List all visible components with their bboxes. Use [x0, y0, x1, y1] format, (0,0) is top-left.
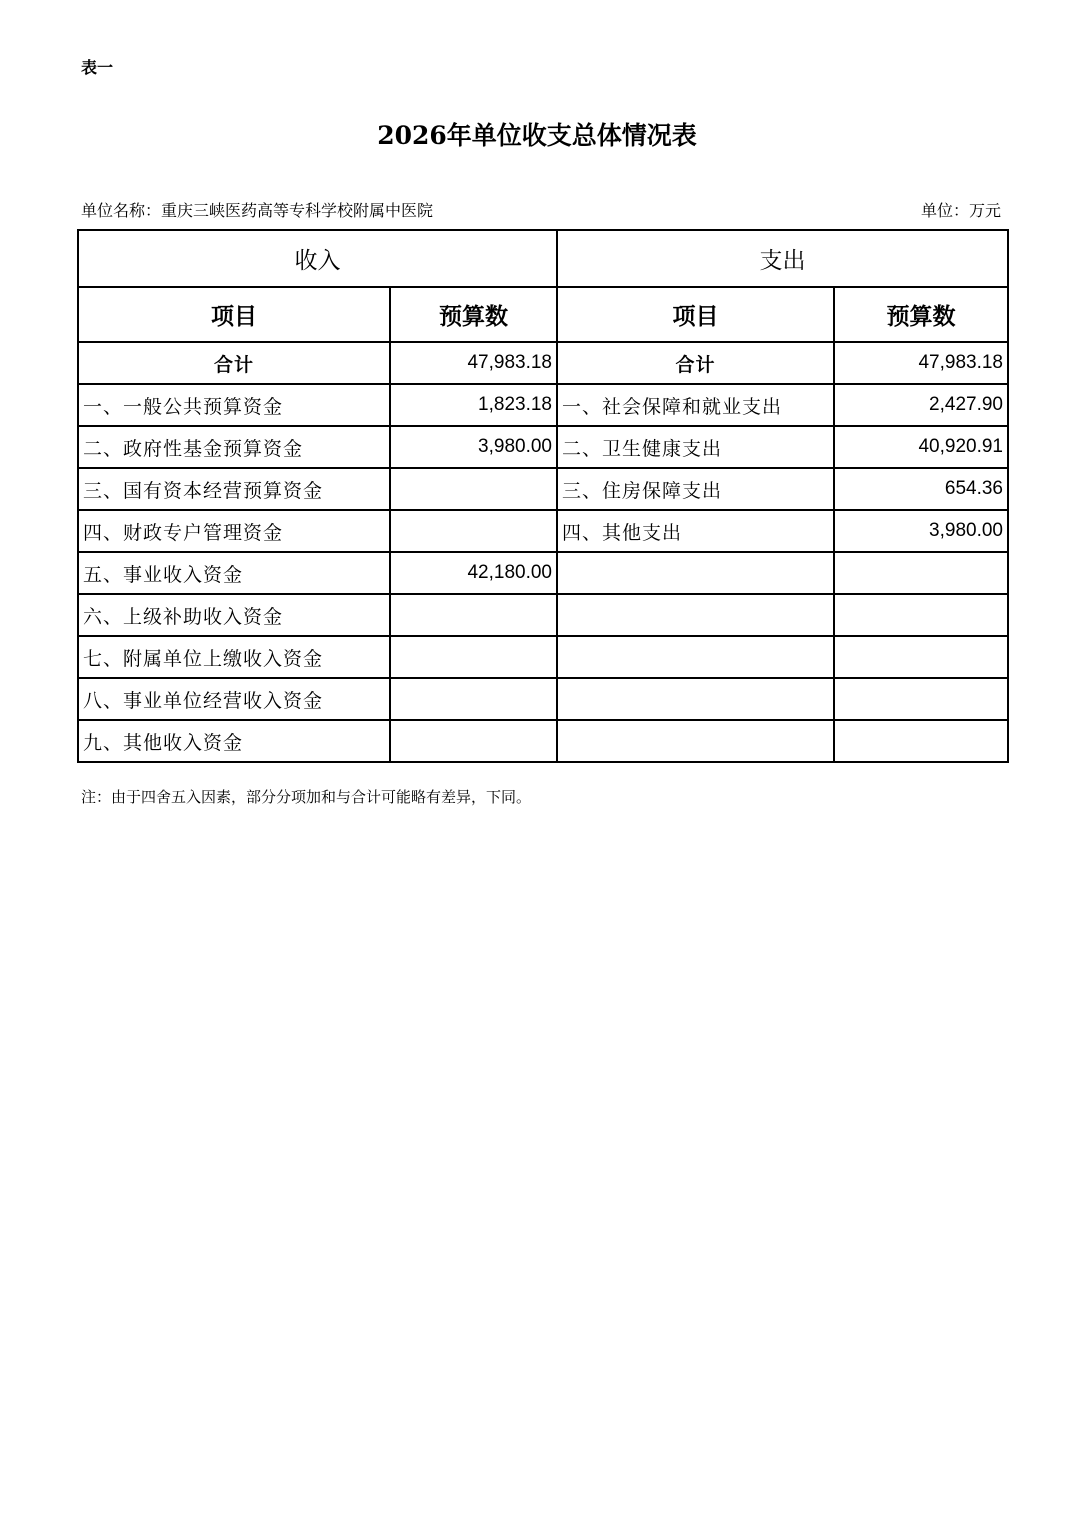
table-row — [78, 594, 1008, 636]
income-item-value — [390, 594, 557, 636]
income-item-label: 三、国有资本经营预算资金 — [78, 468, 390, 510]
income-item-label: 八、事业单位经营收入资金 — [78, 678, 390, 720]
income-item-header: 项目 — [78, 287, 390, 342]
expense-item-label: 三、住房保障支出 — [557, 468, 834, 510]
income-item-value — [390, 720, 557, 762]
expense-item-label — [557, 594, 834, 636]
expense-item-value: 3,980.00 — [834, 510, 1008, 552]
income-item-label: 六、上级补助收入资金 — [78, 594, 390, 636]
expense-total-label: 合计 — [557, 342, 834, 384]
expense-item-value — [834, 552, 1008, 594]
expense-item-value — [834, 636, 1008, 678]
income-item-value: 42,180.00 — [390, 552, 557, 594]
expense-item-value — [834, 594, 1008, 636]
unit-label: 单位：万元 — [920, 201, 1001, 220]
sheet-label: 表一 — [81, 58, 114, 77]
expense-item-header: 项目 — [557, 287, 834, 342]
income-item-label: 一、一般公共预算资金 — [78, 384, 390, 426]
table-row — [78, 384, 1008, 426]
income-item-value — [390, 468, 557, 510]
total-row — [78, 342, 1008, 384]
expense-item-label — [557, 636, 834, 678]
income-item-value — [390, 510, 557, 552]
income-item-value: 3,980.00 — [390, 426, 557, 468]
expense-item-label — [557, 552, 834, 594]
expense-total-value: 47,983.18 — [834, 342, 1008, 384]
table-row — [78, 678, 1008, 720]
expense-item-label — [557, 720, 834, 762]
expense-item-value: 40,920.91 — [834, 426, 1008, 468]
table-row — [78, 552, 1008, 594]
group-header-row — [78, 230, 1008, 287]
income-header: 收入 — [78, 230, 557, 287]
table-row — [78, 426, 1008, 468]
income-total-label: 合计 — [78, 342, 390, 384]
expense-item-value — [834, 678, 1008, 720]
expense-item-value: 654.36 — [834, 468, 1008, 510]
expense-header: 支出 — [557, 230, 1008, 287]
expense-item-label — [557, 678, 834, 720]
expense-item-label: 二、卫生健康支出 — [557, 426, 834, 468]
footnote: 注：由于四舍五入因素，部分分项加和与合计可能略有差异，下同。 — [81, 788, 532, 806]
income-item-value: 1,823.18 — [390, 384, 557, 426]
income-item-label: 九、其他收入资金 — [78, 720, 390, 762]
expense-item-label: 四、其他支出 — [557, 510, 834, 552]
table-row — [78, 636, 1008, 678]
table-row — [78, 510, 1008, 552]
income-item-label: 五、事业收入资金 — [78, 552, 390, 594]
expense-item-value: 2,427.90 — [834, 384, 1008, 426]
table-row — [78, 720, 1008, 762]
expense-item-label: 一、社会保障和就业支出 — [557, 384, 834, 426]
income-item-label: 七、附属单位上缴收入资金 — [78, 636, 390, 678]
expense-budget-header: 预算数 — [834, 287, 1008, 342]
income-item-value — [390, 678, 557, 720]
income-item-label: 四、财政专户管理资金 — [78, 510, 390, 552]
income-budget-header: 预算数 — [390, 287, 557, 342]
expense-item-value — [834, 720, 1008, 762]
income-item-label: 二、政府性基金预算资金 — [78, 426, 390, 468]
unit-name: 单位名称：重庆三峡医药高等专科学校附属中医院 — [81, 201, 434, 220]
income-item-value — [390, 636, 557, 678]
budget-table — [77, 229, 1009, 763]
table-row — [78, 468, 1008, 510]
column-header-row — [78, 287, 1008, 342]
income-total-value: 47,983.18 — [390, 342, 557, 384]
page-title: 2026年单位收支总体情况表 — [377, 121, 697, 150]
